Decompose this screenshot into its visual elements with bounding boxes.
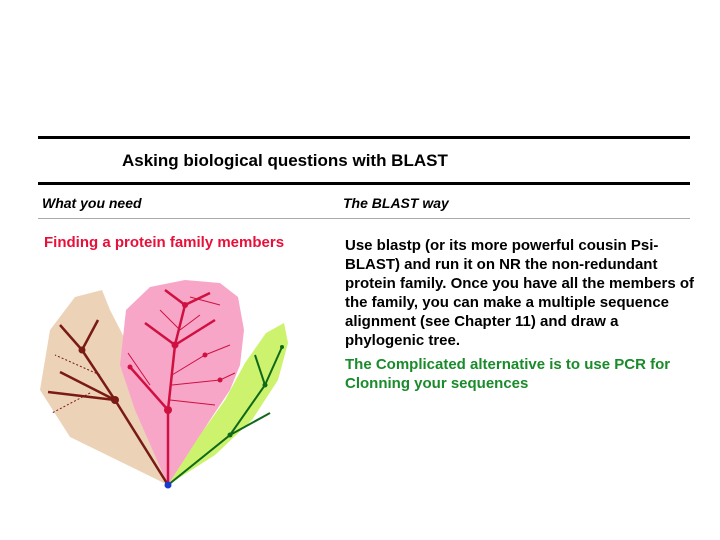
column-header-need: What you need	[42, 195, 142, 211]
blast-way-text: Use blastp (or its more powerful cousin Psi-BLAST) and run it on NR the non-redundant protein family. Once you have all the members of the family, you can make a multiple sequence alignment (see Chapter 11) and draw a phylogenic tree.	[345, 237, 694, 349]
header-divider	[38, 182, 690, 185]
top-divider	[38, 136, 690, 139]
root-node	[165, 482, 172, 489]
alternative-text: The Complicated alternative is to use PCR for Clonning your sequences	[345, 356, 671, 392]
phylogenetic-tree-icon	[30, 275, 310, 490]
column-header-underline	[38, 218, 690, 219]
task-label: Finding a protein family members	[44, 234, 285, 251]
slide-title: Asking biological questions with BLAST	[122, 151, 448, 170]
column-header-blast-way: The BLAST way	[343, 195, 449, 211]
